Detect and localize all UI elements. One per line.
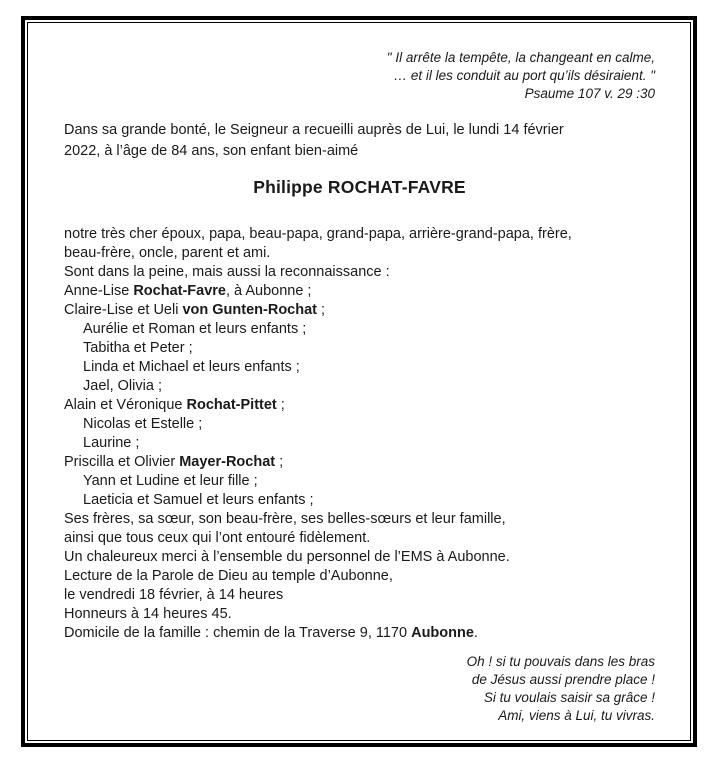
text-segment: Priscilla et Olivier [64,454,180,470]
text-segment: Tabitha et Peter ; [83,340,193,356]
body-line [64,263,655,282]
body-line [64,244,655,263]
announcement-intro [64,120,655,162]
body-line [64,415,655,434]
hymn-line [64,689,655,707]
text-segment: Si tu voulais saisir sa grâce ! [483,690,655,705]
text-segment: Domicile de la famille : chemin de la Traverse 9, 1170 [64,625,412,641]
text-segment: Sont dans la peine, mais aussi la reconnaissance : [64,264,390,280]
body-line [64,605,655,624]
intro-line [64,120,655,141]
text-segment: Honneurs à 14 heures 45. [64,606,232,622]
scripture-quote-block [64,49,655,103]
text-segment: ainsi que tous ceux qui l’ont entouré fidèlement. [64,530,371,546]
text-segment: Jael, Olivia ; [83,378,162,394]
text-segment: Lecture de la Parole de Dieu au temple d’Aubonne, [64,568,393,584]
text-segment: Ami, viens à Lui, tu vivras. [498,708,655,723]
family-surname-bold: Mayer-Rochat [179,454,276,470]
text-segment: Ses frères, sa sœur, son beau-frère, ses belles-sœurs et leur famille, [64,511,506,527]
body-line [64,434,655,453]
body-line [64,453,655,472]
text-segment: le vendredi 18 février, à 14 heures [64,587,284,603]
text-segment: 2022, à l’âge de 84 ans, son enfant bien-aimé [64,143,359,159]
family-surname-bold: Rochat-Favre [133,283,226,299]
text-segment: de Jésus aussi prendre place ! [471,672,655,687]
hymn-line [64,707,655,725]
body-line [64,548,655,567]
body-line [64,586,655,605]
text-segment: Yann et Ludine et leur fille ; [83,473,258,489]
family-surname-bold: Rochat-Pittet [186,397,277,413]
scripture-quote-line [64,49,655,67]
memorial-card-border [21,16,697,747]
text-segment: Un chaleureux merci à l’ensemble du personnel de l’EMS à Aubonne. [64,549,510,565]
scripture-quote-line [64,67,655,85]
body-line [64,377,655,396]
body-line [64,396,655,415]
body-line [64,358,655,377]
text-segment: Dans sa grande bonté, le Seigneur a recueilli auprès de Lui, le lundi 14 février [64,122,564,138]
text-segment: Aurélie et Roman et leurs enfants ; [83,321,307,337]
scripture-quote-lines [64,49,655,85]
closing-hymn [64,653,655,725]
text-segment: Anne-Lise [64,283,134,299]
text-segment: ; [276,397,285,413]
text-segment: . [473,625,478,641]
text-segment: Nicolas et Estelle ; [83,416,203,432]
hymn-line [64,653,655,671]
text-segment: notre très cher époux, papa, beau-papa, grand-papa, arrière-grand-papa, frère, [64,226,572,242]
body-line [64,529,655,548]
body-line [64,320,655,339]
text-segment: " Il arrête la tempête, la changeant en calme, [386,50,655,65]
text-segment: , à Aubonne ; [226,283,312,299]
body-line [64,472,655,491]
body-line [64,339,655,358]
body-line [64,282,655,301]
family-surname-bold: von Gunten-Rochat [182,302,317,318]
announcement-body [64,225,655,643]
text-segment: Oh ! si tu pouvais dans les bras [466,654,655,669]
hymn-line [64,671,655,689]
text-segment: Laurine ; [83,435,140,451]
text-segment: … et il les conduit au port qu’ils désiraient. " [393,68,655,83]
deceased-name: Philippe ROCHAT-FAVRE [253,177,466,197]
body-line [64,225,655,244]
body-line [64,491,655,510]
text-segment: Alain et Véronique [64,397,187,413]
body-line [64,567,655,586]
text-segment: Laeticia et Samuel et leurs enfants ; [83,492,314,508]
intro-line [64,141,655,162]
body-line [64,301,655,320]
text-segment: beau-frère, oncle, parent et ami. [64,245,271,261]
memorial-card [27,22,691,741]
family-surname-bold: Aubonne [411,625,474,641]
body-line [64,624,655,643]
text-segment: Claire-Lise et Ueli [64,302,183,318]
text-segment: ; [275,454,284,470]
scripture-reference: Psaume 107 v. 29 :30 [524,86,655,101]
text-segment: ; [317,302,326,318]
text-segment: Linda et Michael et leurs enfants ; [83,359,300,375]
body-line [64,510,655,529]
